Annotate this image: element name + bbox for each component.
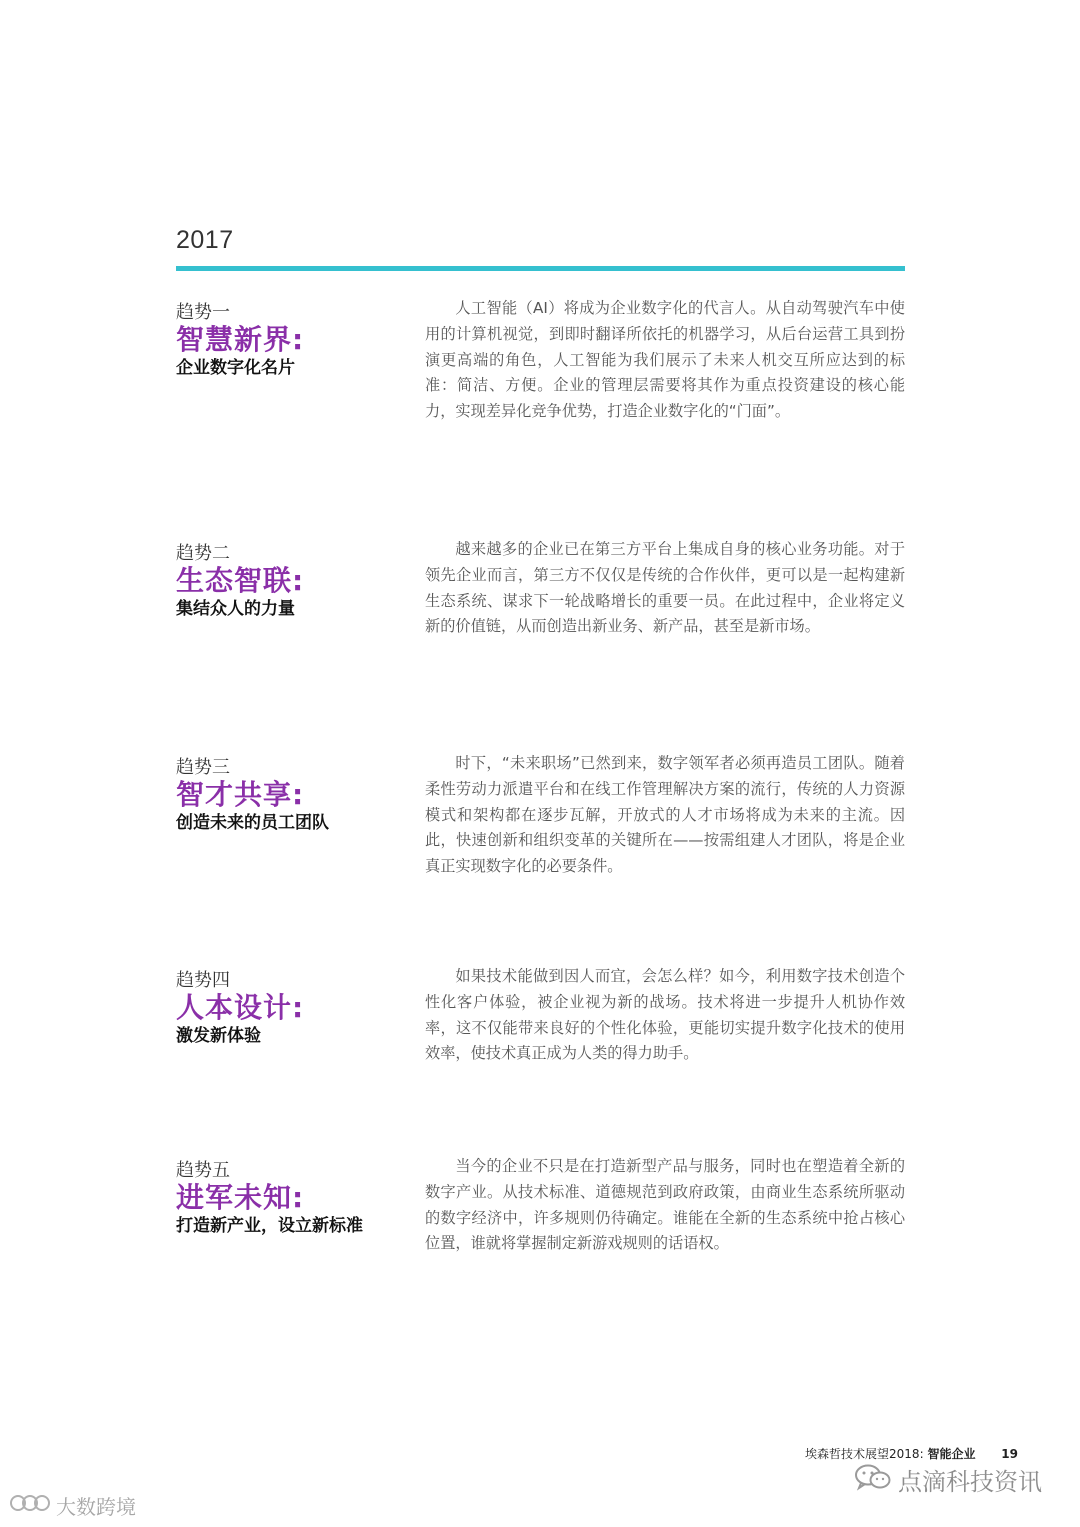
- watermark-wechat: [854, 1462, 1042, 1497]
- watermark-right-text: 点滴科技资讯: [898, 1468, 1042, 1496]
- trend-subtitle: 打造新产业，设立新标准: [176, 1216, 363, 1236]
- trend-title: 智才共享:: [176, 778, 305, 811]
- footer-section-title: 智能企业: [927, 1447, 976, 1461]
- trend-number: 趋势四: [176, 970, 230, 991]
- section-divider: [176, 266, 905, 271]
- trend-subtitle: 集结众人的力量: [176, 599, 295, 619]
- trend-number: 趋势三: [176, 757, 230, 778]
- footer-report-title: 埃森哲技术展望2018:: [805, 1447, 924, 1461]
- page-number: 19: [1001, 1447, 1018, 1461]
- wechat-icon: [854, 1463, 898, 1497]
- trend-body: 越来越多的企业已在第三方平台上集成自身的核心业务功能。对于领先企业而言，第三方不仅仅是传统的合作伙伴，更可以是一起构建新生态系统、谋求下一轮战略增长的重要一员。在此过程中，企业将定义新的价值链，从而创造出新业务、新产品，甚至是新市场。: [425, 540, 905, 636]
- trend-heading-group: [176, 970, 406, 1048]
- trend-number: 趋势二: [176, 543, 230, 564]
- trend-heading-group: [176, 302, 406, 380]
- trend-title: 进军未知:: [176, 1181, 305, 1214]
- watermark-left-text: 大数跨境: [56, 1495, 136, 1519]
- trend-subtitle: 创造未来的员工团队: [176, 813, 329, 833]
- swirl-logo-icon: [8, 1491, 56, 1520]
- trend-heading-group: [176, 1160, 406, 1238]
- watermark-logo: [8, 1491, 136, 1520]
- year-heading: 2017: [176, 226, 234, 254]
- trend-body: 人工智能（AI）将成为企业数字化的代言人。从自动驾驶汽车中使用的计算机视觉，到即时翻译所依托的机器学习，从后台运营工具到扮演更高端的角色，人工智能为我们展示了未来人机交互所应达到的标准：简洁、方便。企业的管理层需要将其作为重点投资建设的核心能力，实现差异化竞争优势，打造企业数字化的“门面”。: [425, 299, 905, 421]
- page-footer: [805, 1445, 1018, 1462]
- trend-heading-group: [176, 543, 406, 621]
- trend-subtitle: 激发新体验: [176, 1026, 261, 1046]
- trend-body: 时下，“未来职场”已然到来，数字领军者必须再造员工团队。随着柔性劳动力派遣平台和在线工作管理解决方案的流行，传统的人力资源模式和架构都在逐步瓦解，开放式的人才市场将成为未来的主流。因此，快速创新和组织变革的关键所在——按需组建人才团队，将是企业真正实现数字化的必要条件。: [425, 754, 905, 876]
- trend-number: 趋势一: [176, 302, 230, 323]
- trend-heading-group: [176, 757, 406, 835]
- trend-body: 如果技术能做到因人而宜，会怎么样？如今，利用数字技术创造个性化客户体验，被企业视为新的战场。技术将进一步提升人机协作效率，这不仅能带来良好的个性化体验，更能切实提升数字化技术的使用效率，使技术真正成为人类的得力助手。: [425, 967, 905, 1063]
- trend-subtitle: 企业数字化名片: [176, 358, 295, 378]
- trend-number: 趋势五: [176, 1160, 230, 1181]
- trend-body: 当今的企业不只是在打造新型产品与服务，同时也在塑造着全新的数字产业。从技术标准、道德规范到政府政策，由商业生态系统所驱动的数字经济中，许多规则仍待确定。谁能在全新的生态系统中抢占核心位置，谁就将掌握制定新游戏规则的话语权。: [425, 1157, 905, 1253]
- trend-title: 生态智联:: [176, 564, 305, 597]
- trend-title: 人本设计:: [176, 991, 305, 1024]
- trend-title: 智慧新界:: [176, 323, 305, 356]
